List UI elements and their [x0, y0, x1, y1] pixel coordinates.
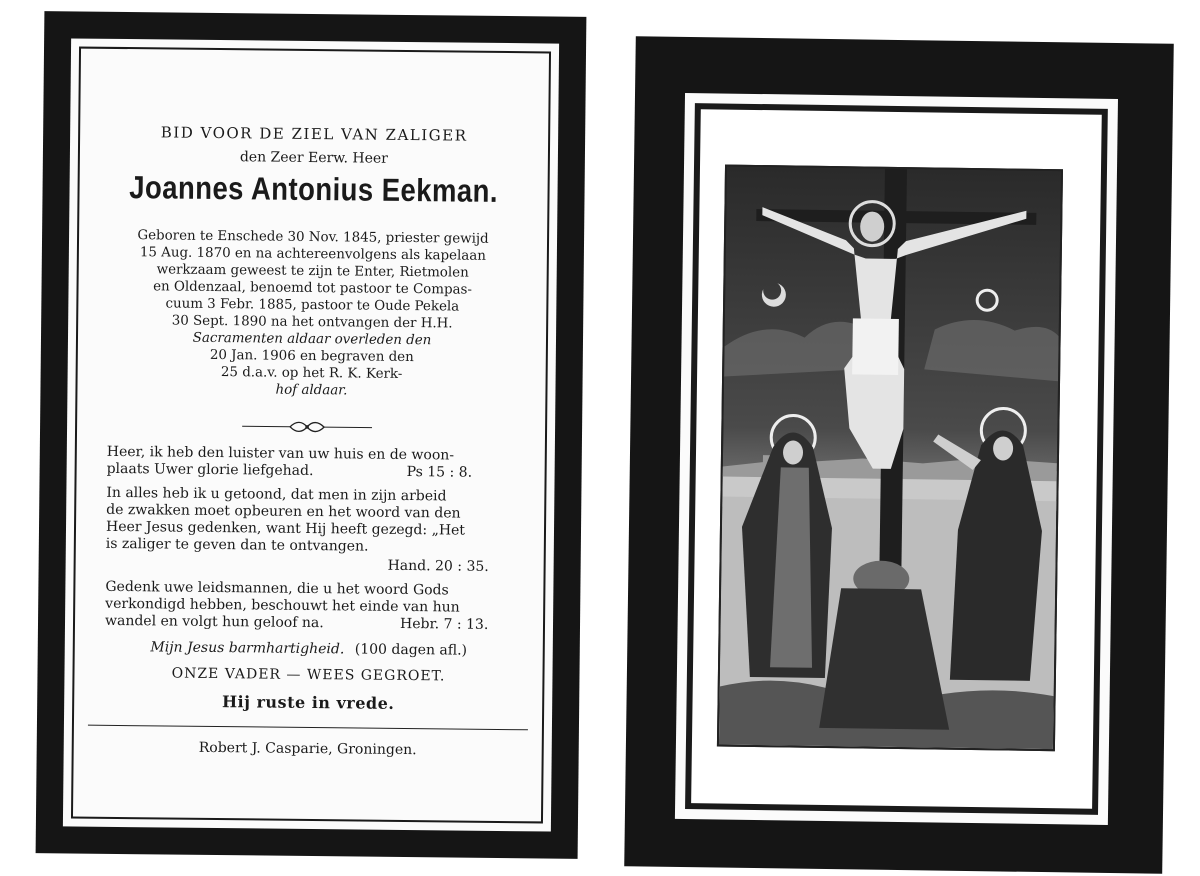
verse-line: Gedenk uwe leidsmannen, die u het woord Gods: [105, 578, 449, 599]
card-paper: [675, 93, 1118, 825]
deceased-name: Joannes Antonius Eekman.: [129, 169, 499, 209]
verse-reference: Ps 15 : 8.: [406, 464, 473, 481]
memorial-card-text: [36, 11, 587, 859]
indulgence-note: (100 dagen afl.): [354, 641, 468, 659]
verse-reference: Hebr. 7 : 13.: [399, 615, 489, 633]
divider: [88, 725, 528, 731]
verse-line: Heer Jesus gedenken, want Hij heeft gezegd: „Het: [105, 518, 466, 539]
bio-line: 25 d.a.v. op het R. K. Kerk-: [220, 365, 403, 382]
verse-line: plaats Uwer glorie liefgehad.: [106, 460, 314, 480]
card-inner-border: [685, 103, 1108, 815]
memorial-card-image: [624, 36, 1174, 873]
crucifixion-image: [717, 165, 1063, 752]
verse-line: Heer, ik heb den luister van uw huis en de woon-: [106, 443, 455, 464]
card-paper: [63, 38, 559, 831]
card-inner-border: [71, 47, 551, 824]
prayers: ONZE VADER — WEES GEGROET.: [171, 665, 446, 685]
verse-line: de zwakken moet opbeuren en het woord van den: [106, 501, 461, 522]
ornament-divider-icon: [242, 418, 372, 433]
verse-reference: Hand. 20 : 35.: [387, 557, 489, 575]
bio-line: Sacramenten aldaar overleden den: [192, 330, 432, 349]
bio-line: hof aldaar.: [275, 382, 348, 399]
heading-line-2: den Zeer Eerw. Heer: [239, 149, 388, 167]
indulgence-prayer: Mijn Jesus barmhartigheid.: [150, 639, 345, 658]
bio-line: cuum 3 Febr. 1885, pastoor te Oude Pekela: [165, 296, 460, 315]
bio-line: 15 Aug. 1870 en na achtereenvolgens als kapelaan: [139, 245, 486, 264]
verse-line: verkondigd hebben, beschouwt het einde van hun: [105, 595, 460, 616]
bio-line: werkzaam geweest te zijn te Enter, Rietmolen: [156, 262, 469, 281]
verse-line: is zaliger te geven dan te ontvangen.: [105, 535, 369, 555]
closing-line: Hij ruste in vrede.: [221, 692, 395, 713]
printer-credit: Robert J. Casparie, Groningen.: [198, 739, 417, 759]
indulgence-line: [75, 639, 543, 660]
bio-line: 30 Sept. 1890 na het ontvangen der H.H.: [171, 313, 453, 332]
verse-line: wandel en volgt hun geloof na.: [104, 612, 324, 632]
bio-line: 20 Jan. 1906 en begraven den: [209, 347, 414, 366]
bio-line: en Oldenzaal, benoemd tot pastoor te Compas-: [153, 279, 473, 298]
verse-line: In alles heb ik u getoond, dat men in zijn arbeid: [106, 484, 447, 505]
heading-line-1: BID VOOR DE ZIEL VAN ZALIGER: [160, 123, 468, 145]
bio-line: Geboren te Enschede 30 Nov. 1845, priester gewijd: [137, 228, 489, 247]
